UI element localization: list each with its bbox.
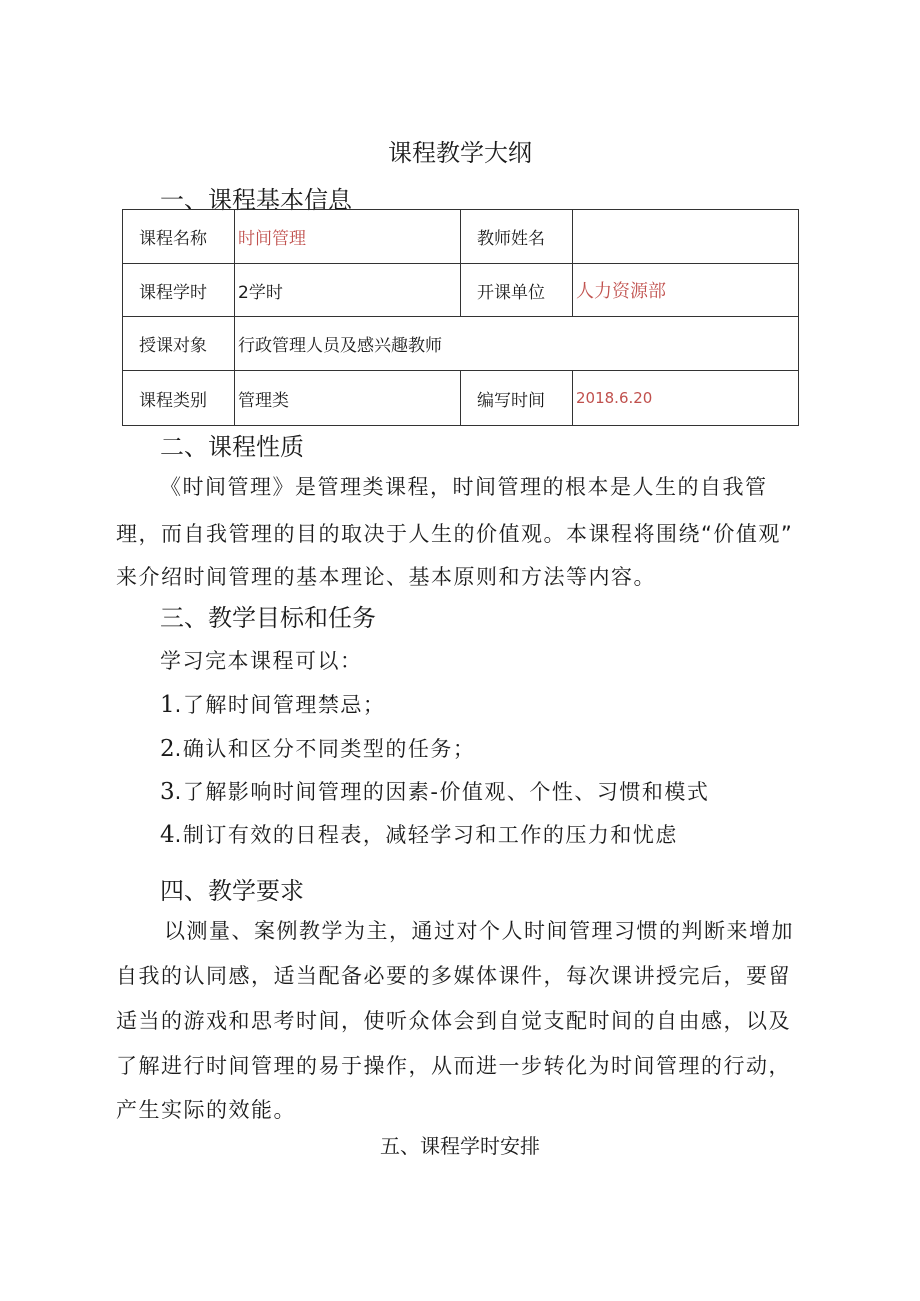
list-item-text: .确认和区分不同类型的任务； (174, 737, 476, 761)
table-row (123, 264, 799, 317)
audience-value: 行政管理人员及感兴趣教师 (235, 317, 799, 371)
section3-heading: 三、教学目标和任务 (160, 604, 376, 632)
list-item-number: 2 (160, 736, 175, 762)
course-category-value: 管理类 (235, 371, 461, 426)
list-item (160, 819, 678, 849)
section4-line: 了解进行时间管理的易于操作，从而进一步转化为时间管理的行动， (116, 1054, 791, 1078)
section2-heading: 二、课程性质 (160, 433, 304, 461)
table-row (123, 317, 799, 371)
section4-line: 自我的认同感，适当配备必要的多媒体课件，每次课讲授完后，要留 (116, 964, 791, 988)
list-item (160, 733, 475, 763)
section4-heading: 四、教学要求 (160, 877, 304, 905)
list-item (160, 689, 385, 719)
list-item-text: .了解影响时间管理的因素-价值观、个性、习惯和模式 (174, 780, 710, 804)
course-hours-label: 课程学时 (123, 264, 235, 317)
list-item-number: 4 (160, 822, 175, 848)
section4-line: 产生实际的效能。 (116, 1098, 296, 1122)
section3-intro: 学习完本课程可以： (160, 649, 363, 673)
audience-label: 授课对象 (123, 317, 235, 371)
section4-line: 适当的游戏和思考时间，使听众体会到自觉支配时间的自由感，以及 (116, 1009, 791, 1033)
section5-heading: 五、课程学时安排 (380, 1134, 540, 1158)
section4-line: 以测量、案例教学为主，通过对个人时间管理习惯的判断来增加 (164, 919, 794, 943)
teacher-name-label: 教师姓名 (461, 210, 573, 264)
section1-heading: 一、课程基本信息 (160, 186, 352, 214)
course-name-label: 课程名称 (123, 210, 235, 264)
section2-line: 理，而自我管理的目的取决于人生的价值观。本课程将围绕“价值观” (116, 522, 794, 546)
list-item-number: 3 (160, 779, 175, 805)
teacher-name-value (573, 210, 799, 264)
list-item-number: 1 (160, 692, 175, 718)
list-item-text: .了解时间管理禁忌； (174, 693, 386, 717)
course-hours-value: 2学时 (235, 264, 461, 317)
offering-unit-label: 开课单位 (461, 264, 573, 317)
list-item (160, 776, 709, 806)
section2-line: 来介绍时间管理的基本理论、基本原则和方法等内容。 (116, 565, 656, 589)
document-title: 课程教学大纲 (388, 139, 532, 167)
written-date-value: 2018.6.20 (573, 371, 799, 426)
course-category-label: 课程类别 (123, 371, 235, 426)
table-row (123, 210, 799, 264)
course-name-value: 时间管理 (235, 210, 461, 264)
list-item-text: .制订有效的日程表，减轻学习和工作的压力和忧虑 (174, 823, 678, 847)
offering-unit-value: 人力资源部 (573, 264, 799, 317)
course-info-table (122, 209, 799, 426)
section2-line: 《时间管理》是管理类课程，时间管理的根本是人生的自我管 (160, 475, 768, 499)
table-row (123, 371, 799, 426)
written-date-label: 编写时间 (461, 371, 573, 426)
